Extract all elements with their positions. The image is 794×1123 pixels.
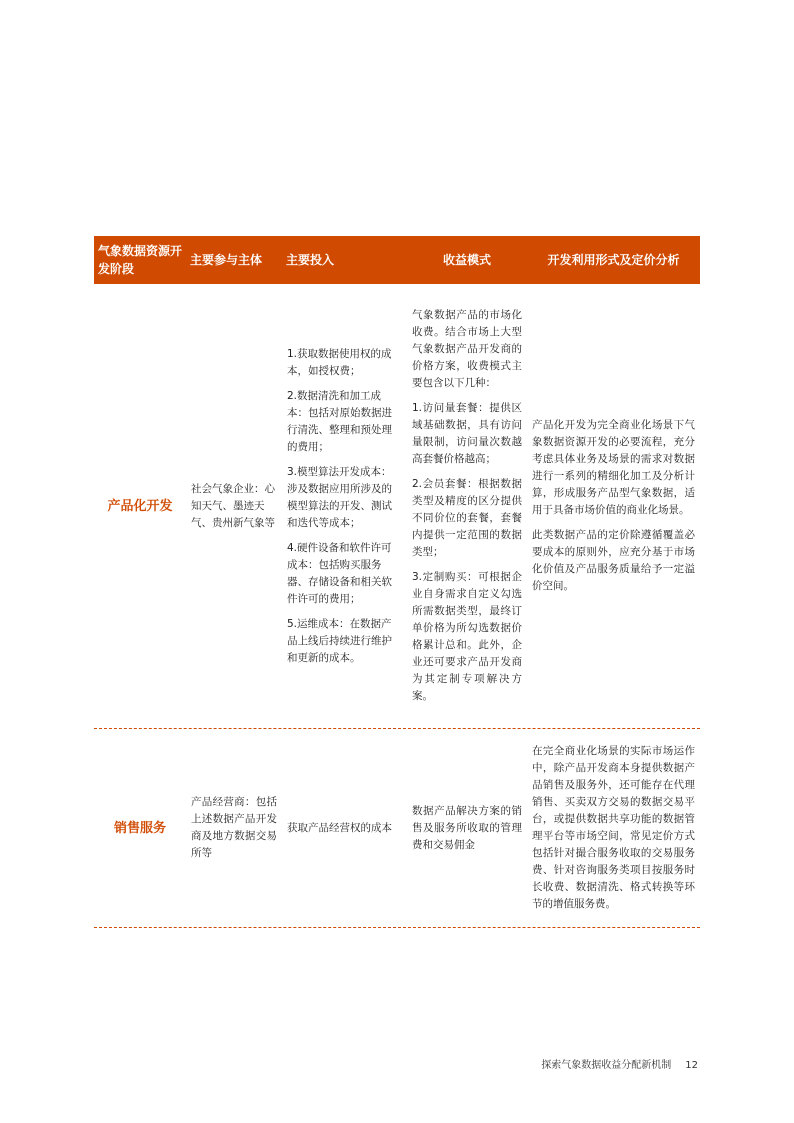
- revenue-cell: [407, 803, 527, 854]
- header-participants: 主要参与主体: [190, 253, 263, 267]
- table-header: [94, 236, 700, 284]
- analysis-cell: [527, 743, 700, 913]
- revenue-item: 1.访问量套餐：提供区域基础数据，具有访问量限制，访问量次数越高套餐价格越高；: [412, 402, 522, 465]
- revenue-item: 3.定制购买：可根据企业自身需求自定义勾选所需数据类型，最终订单价格为所勾选数据价格累计总和。此外，企业还可要求产品开发商为其定制专项解决方案。: [412, 571, 522, 702]
- analysis-cell: [527, 417, 700, 595]
- stage-cell: 产品化开发: [107, 498, 173, 514]
- table-row: [94, 284, 700, 729]
- header-inputs: 主要投入: [286, 253, 335, 267]
- analysis-item: 在完全商业化场景的实际市场运作中，除产品开发商本身提供数据产品销售及服务外，还可能存在代理销售、买卖双方交易的数据交易平台，或提供数据共享功能的数据管理平台等市场空间，常见定价方式包括针对撮合服务收取的交易服务费、针对咨询服务类项目按服务时长收费、数据清洗、格式转换等环节的增值服务费。: [532, 745, 695, 910]
- input-item: 5.运维成本：在数据产品上线后持续进行维护和更新的成本。: [287, 617, 392, 664]
- page-footer: [541, 1056, 698, 1071]
- footer-title: 探索气象数据收益分配新机制: [541, 1060, 672, 1071]
- revenue-item: 2.会员套餐：根据数据类型及精度的区分提供不同价位的套餐，套餐内提供一定范围的数据类型；: [412, 478, 522, 558]
- input-item: 3.模型算法开发成本：涉及数据应用所涉及的模型算法的开发、测试和迭代等成本；: [287, 465, 392, 529]
- inputs-cell: [282, 346, 407, 667]
- header-revenue: 收益模式: [442, 253, 491, 267]
- revenue-item: 数据产品解决方案的销售及服务所收取的管理费和交易佣金: [412, 804, 522, 851]
- input-item: 4.硬件设备和软件许可成本：包括购买服务器、存储设备和相关软件许可的费用；: [287, 541, 392, 605]
- input-item: 2.数据清洗和加工成本：包括对原始数据进行清洗、整理和预处理的费用；: [287, 389, 392, 453]
- input-item: 获取产品经营权的成本: [287, 821, 392, 834]
- stage-cell: 销售服务: [113, 820, 166, 836]
- table-row: [94, 729, 700, 928]
- page-number: 12: [685, 1060, 698, 1071]
- header-analysis: 开发利用形式及定价分析: [547, 253, 680, 267]
- analysis-item: 产品化开发为完全商业化场景下气象数据资源开发的必要流程，充分考虑具体业务及场景的需求对数据进行一系列的精细化加工及分析计算，形成服务产品型气象数据，适用于具备市场价值的商业化场景。: [532, 419, 695, 516]
- revenue-item: 气象数据产品的市场化收费。结合市场上大型气象数据产品开发商的价格方案，收费模式主要包含以下几种：: [412, 309, 522, 389]
- input-item: 1.获取数据使用权的成本，如授权费；: [287, 347, 392, 377]
- header-stage: 气象数据资源开发阶段: [98, 244, 183, 276]
- inputs-cell: [282, 820, 407, 837]
- participants-cell: 产品经营商：包括上述数据产品开发商及地方数据交易所等: [191, 796, 277, 859]
- data-development-table: [94, 236, 700, 928]
- revenue-cell: [407, 307, 527, 705]
- participants-cell: 社会气象企业：心知天气、墨迹天气、贵州新气象等: [191, 482, 275, 529]
- analysis-item: 此类数据产品的定价除遵循覆盖必要成本的原则外，应充分基于市场化价值及产品服务质量给予一定溢价空间。: [532, 529, 695, 592]
